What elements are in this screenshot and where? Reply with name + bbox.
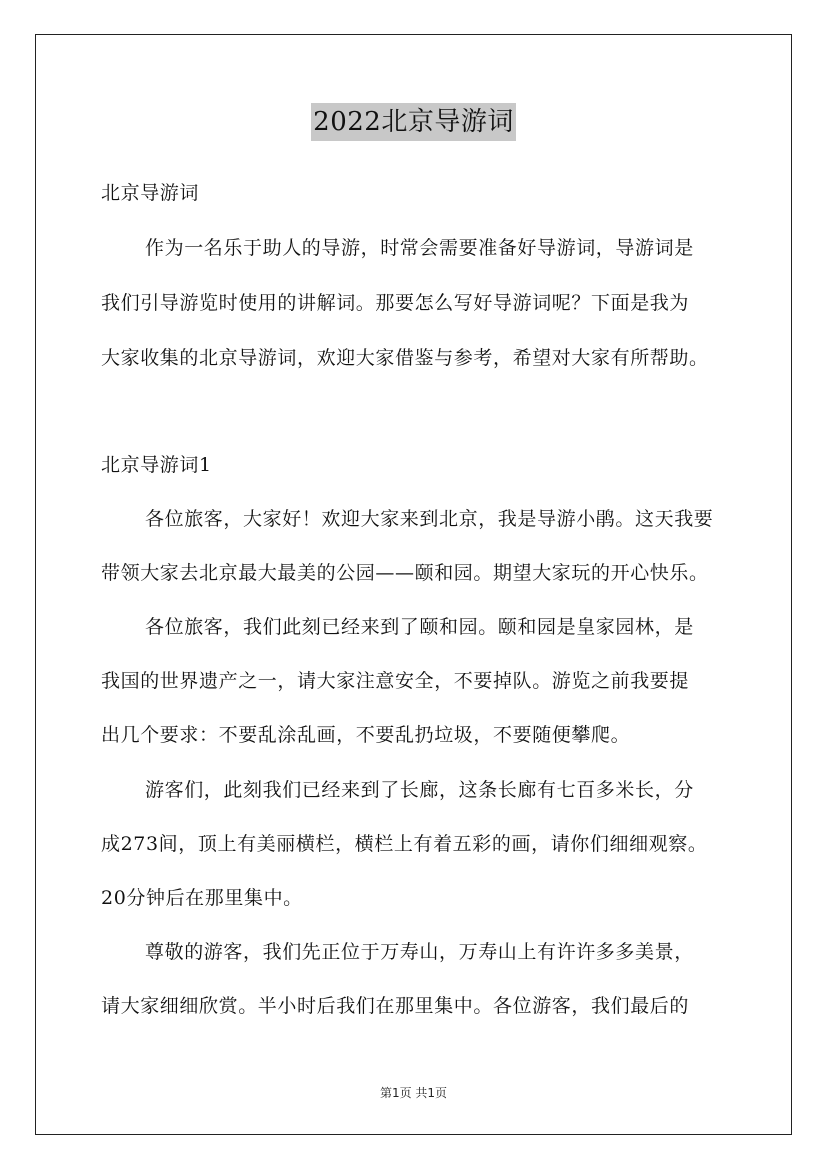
section-heading: 北京导游词1 (101, 454, 212, 476)
paragraph-line: 带领大家去北京最大最美的公园——颐和园。期望大家玩的开心快乐。 (101, 562, 709, 584)
document-title-container (0, 103, 827, 141)
paragraph-line: 游客们，此刻我们已经来到了长廊，这条长廊有七百多米长，分 (145, 779, 694, 801)
paragraph-line: 各位旅客，大家好！欢迎大家来到北京，我是导游小鹃。这天我要 (145, 508, 714, 530)
page-footer: 第1页 共1页 (379, 1086, 448, 1100)
paragraph-line: 我国的世界遗产之一，请大家注意安全，不要掉队。游览之前我要提 (101, 670, 690, 692)
paragraph-line: 大家收集的北京导游词，欢迎大家借鉴与参考，希望对大家有所帮助。 (101, 347, 709, 369)
paragraph-line: 出几个要求：不要乱涂乱画，不要乱扔垃圾，不要随便攀爬。 (101, 724, 631, 746)
paragraph-line: 作为一名乐于助人的导游，时常会需要准备好导游词，导游词是 (145, 237, 694, 259)
document-title: 2022北京导游词 (311, 103, 516, 141)
paragraph-line: 请大家细细欣赏。半小时后我们在那里集中。各位游客，我们最后的 (101, 995, 690, 1017)
paragraph-line: 成273间，顶上有美丽横栏，横栏上有着五彩的画，请你们细细观察。 (101, 833, 708, 855)
section-heading: 北京导游词 (101, 182, 200, 204)
paragraph-line: 尊敬的游客，我们先正位于万寿山，万寿山上有许许多多美景， (145, 941, 694, 963)
paragraph-line: 我们引导游览时使用的讲解词。那要怎么写好导游词呢？下面是我为 (101, 292, 690, 314)
paragraph-line: 各位旅客，我们此刻已经来到了颐和园。颐和园是皇家园林，是 (145, 616, 694, 638)
paragraph-line: 20分钟后在那里集中。 (101, 887, 303, 909)
